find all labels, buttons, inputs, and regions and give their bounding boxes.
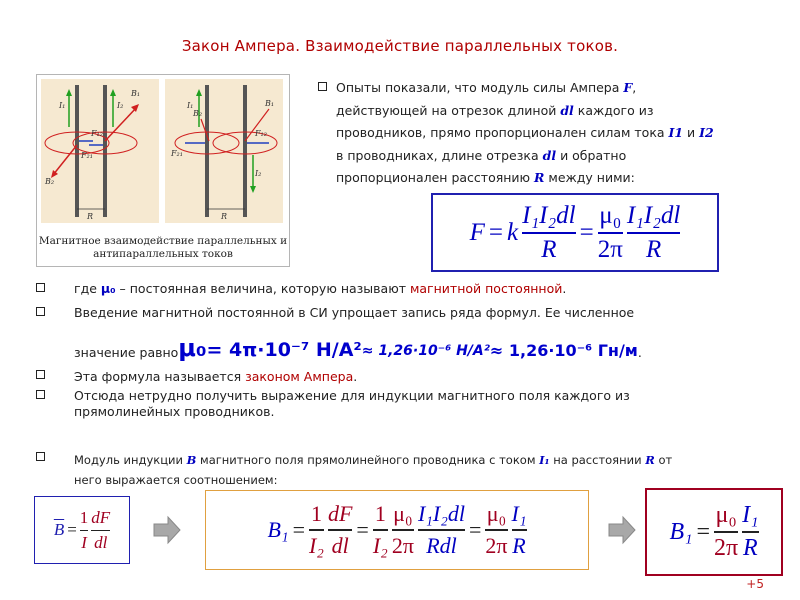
bullet-text: магнитного поля прямолинейного проводника с током [196,453,540,467]
fraction-numerator: 1 [374,501,386,526]
fraction-numerator: I₁ [511,501,527,526]
slide-title: Закон Ампера. Взаимодействие параллельных токов. [181,37,619,55]
label-b1: B₁ [131,89,141,98]
symbol-mu0-large: μ₀ [178,334,207,362]
fraction-denominator: dl [94,532,108,552]
bullet-induction-derivation [74,388,784,420]
formula-fraction [418,501,465,559]
intro-paragraph [336,77,776,190]
formula-fraction [485,501,507,559]
bullet-text: . [637,345,642,360]
intro-text: проводников, прямо пропорционален силам тока [336,125,669,140]
bullet-text: – постоянная величина, которую называют [115,281,410,296]
fraction-numerator: I₁ [742,502,759,528]
fraction-denominator: R [743,535,758,561]
fraction-numerator: μ₀ [393,501,413,526]
intro-text: в проводниках, длине отрезка [336,147,543,163]
fraction-numerator: I₁I₂dl [522,201,576,229]
formula-fraction [328,501,352,559]
label-i2: I₂ [117,101,124,110]
formula-equals: = [67,520,77,539]
bullet-text: него выражается соотношением: [74,473,278,487]
fraction-denominator: R [645,235,662,263]
formula-fraction [512,501,527,559]
label-f21: F₂₁ [171,149,183,158]
figure-parallel-currents [36,74,290,267]
bullet-text: . [562,281,567,296]
fraction-numerator: μ₀ [599,201,622,229]
term-magnetic-constant: магнитной постоянной [409,281,563,296]
fraction-denominator: Rdl [426,533,457,558]
fraction-denominator: 2π [391,533,414,558]
symbol-B: B [186,453,197,467]
bullet-text: от [654,453,673,467]
formula-k: k [507,218,519,246]
mu0-exact-value: = 4π·10⁻⁷ Н/А² [206,339,362,361]
bullet-marker [36,283,45,292]
bullet-text: Модуль индукции [74,453,187,467]
figure-panel-parallel [41,79,159,223]
intro-text: Опыты показали, что модуль силы Ампера [336,80,624,95]
fraction-numerator: dF [91,507,111,527]
formula-equals: = [696,518,711,545]
fraction-denominator: I₂ [372,533,388,558]
mu0-approx-value-henry: ≈ 1,26·10⁻⁶ Гн/м [489,341,638,360]
label-i2: I₂ [255,169,262,178]
symbol-R: R [534,170,545,185]
ampere-formula-box [431,193,719,272]
formula-equals: = [356,517,369,542]
bullet-marker [36,390,45,399]
symbol-mu0: μ₀ [100,281,116,296]
bullet-magnetic-constant [74,278,774,301]
intro-text: каждого из [573,102,654,118]
bullet-marker [36,452,45,461]
bullet-text: прямолинейных проводников. [74,404,275,419]
bullet-si-value [74,302,784,325]
intro-text: между ними: [544,170,635,185]
formula-B1: B₁ [669,518,693,545]
intro-text: и обратно [556,147,627,163]
symbol-R: R [645,453,655,467]
bullet-text: Введение магнитной постоянной в СИ упрощает запись ряда формул. Ее численное [74,305,635,320]
bullet-text: на расстоянии [549,453,646,467]
mu0-approx-value: ≈ 1,26·10⁻⁶ Н/А² [361,343,490,359]
bullet-induction-modulus [74,450,784,490]
caption-line-2: антипараллельных токов [93,248,233,260]
page-number: +5 [746,577,764,591]
symbol-dl: dl [560,102,574,118]
bullet-ampere-law [74,366,774,389]
fraction-numerator: I₁I₂dl [417,501,465,526]
term-ampere-law: законом Ампера [245,369,354,384]
formula-box-b1-derivation [205,490,589,570]
formula-fraction [392,501,414,559]
label-i1: I₁ [187,101,194,110]
intro-text: действующей на отрезок длиной [336,102,561,118]
fraction-denominator: 2π [485,533,508,558]
label-r: R [221,212,228,221]
bullet-marker [36,307,45,316]
formula-fraction [373,501,388,559]
formula-fraction [309,501,324,559]
formula-equals: = [579,218,594,246]
formula-fraction [627,202,680,264]
figure-panel-antiparallel [165,79,283,223]
figure-caption [37,235,289,261]
symbol-I1: I1 [668,125,684,140]
fraction-denominator: I [81,532,87,552]
label-b2: B₂ [45,177,55,186]
label-f21: F₂₁ [81,151,93,160]
fraction-numerator: μ₀ [486,501,507,526]
fraction-numerator: dF [327,501,353,526]
fraction-numerator: 1 [79,507,89,527]
bullet-text: где [74,281,101,296]
formula-B1: B₁ [267,517,289,542]
symbol-F: F [623,80,633,95]
formula-equals: = [469,517,482,542]
mu0-value-line [74,330,784,362]
symbol-I1: I₁ [539,453,550,467]
arrow-right-icon [607,515,637,545]
fraction-denominator: dl [331,533,349,558]
bullet-text: . [353,369,358,384]
formula-box-b-definition [34,496,130,564]
symbol-dl: dl [542,147,557,163]
formula-fraction [80,508,89,553]
label-r: R [87,212,94,221]
formula-fraction [598,202,623,264]
formula-box-b1-result [645,488,783,576]
bullet-marker [36,370,45,379]
fraction-denominator: 2π [714,535,739,561]
bullet-text: Эта формула называется [74,369,246,384]
formula-fraction [742,502,758,562]
fraction-denominator: R [541,235,557,263]
formula-fraction [714,502,738,562]
formula-equals: = [488,218,504,246]
fraction-denominator: R [512,533,526,558]
formula-equals: = [292,517,305,542]
formula-fraction [522,202,575,264]
fraction-numerator: I₁I₂dl [626,201,681,229]
intro-text: пропорционален расстоянию [336,170,535,185]
bullet-text: значение равно [74,345,179,360]
formula-B-vector: $\overline{B}$ [53,520,65,539]
fraction-numerator: 1 [310,501,322,526]
intro-text: и [683,125,700,140]
caption-line-1: Магнитное взаимодействие параллельных и [38,235,288,247]
bullet-text: Отсюда нетрудно получить выражение для индукции магнитного поля каждого из [74,388,630,403]
label-b1: B₁ [265,99,275,108]
fraction-denominator: I₂ [308,533,324,558]
symbol-I2: I2 [699,125,714,140]
formula-fraction [91,508,110,553]
bullet-marker [318,82,327,91]
intro-text: , [632,80,637,95]
label-b2: B₂ [193,109,203,118]
label-f12: F₁₂ [91,129,103,138]
label-i1: I₁ [59,101,66,110]
arrow-right-icon [152,515,182,545]
fraction-denominator: 2π [597,235,623,263]
fraction-numerator: μ₀ [715,502,737,528]
formula-F: F [469,218,485,246]
label-f12: F₁₂ [255,129,267,138]
